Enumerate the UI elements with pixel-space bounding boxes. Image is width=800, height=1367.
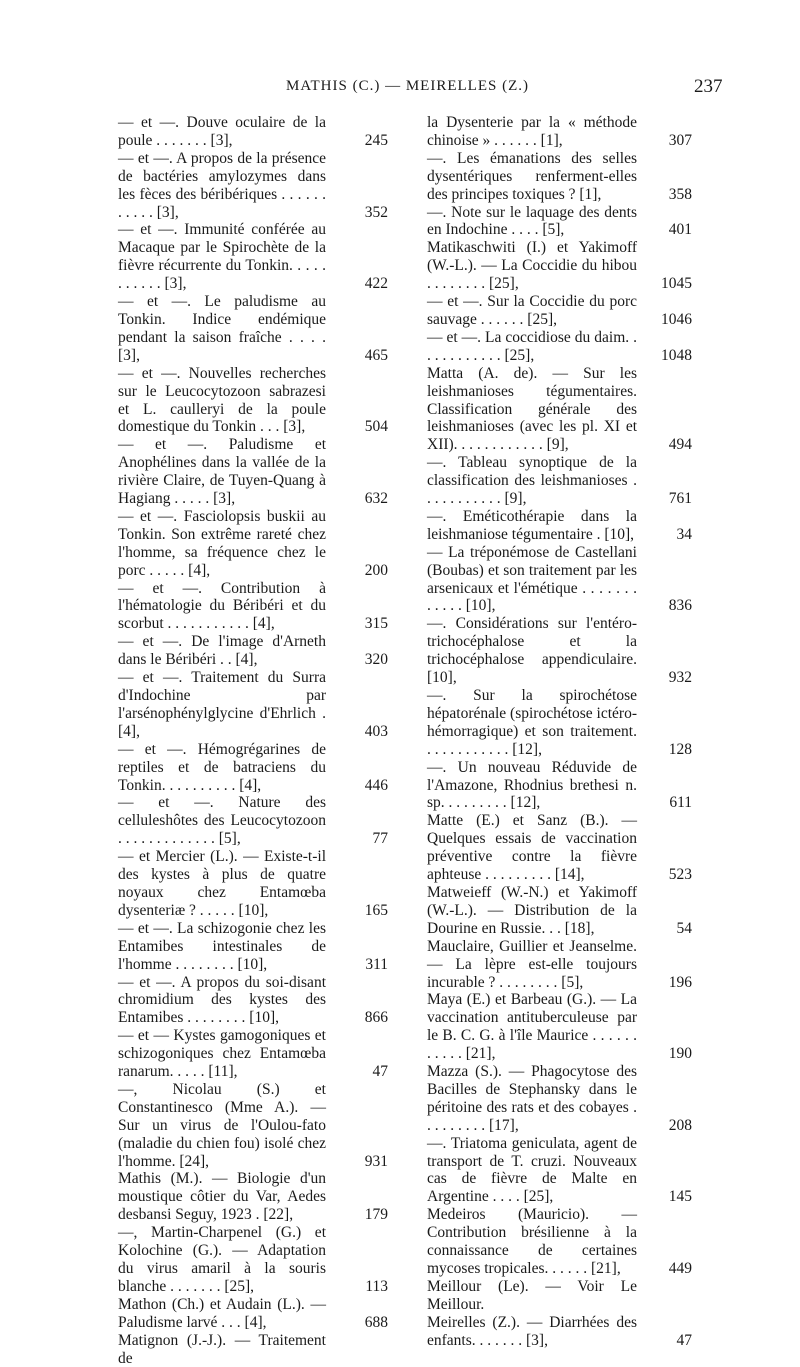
index-entry	[118, 114, 388, 150]
entry-page-number: 358	[668, 185, 692, 203]
index-entry	[118, 1296, 388, 1332]
entry-page-number: 449	[668, 1260, 692, 1277]
entry-text: —. Considérations sur l'entéro-trichocéphalose et la trichocéphalose appendiculaire. [10],	[427, 615, 637, 687]
entry-text: Matta (A. de). — Sur les leishmanioses tégumentaires. Classification générale des leishmanioses (avec les pl. XI et XII). . . . . . . . . . . . [9],	[427, 364, 637, 454]
entry-page-number: 523	[668, 866, 692, 884]
index-entry	[427, 1206, 692, 1278]
entry-page-number: 307	[668, 131, 692, 149]
entry-text: — La tréponémose de Castellani (Boubas) et son traitement par les arsenicaux et l'émétique . . . . . . . . . . . . [10],	[427, 543, 637, 615]
index-entry	[118, 436, 388, 508]
entry-text: —. Les émanations des selles dysentériques renferment-elles des principes toxiques ? [1],	[427, 149, 637, 203]
entry-text: Matikaschwiti (I.) et Yakimoff (W.-L.). — La Coccidie du hibou . . . . . . . . [25],	[427, 239, 637, 293]
index-entry	[118, 633, 388, 669]
index-entry	[118, 1027, 388, 1081]
index-entry	[118, 1081, 388, 1171]
index-entry	[427, 204, 692, 240]
entry-page-number: 836	[668, 597, 692, 615]
entry-page-number: 1045	[661, 275, 692, 293]
entry-text: —. Un nouveau Réduvide de l'Amazone, Rhodnius brethesi n. sp. . . . . . . . . [12],	[427, 758, 637, 812]
entry-text: Mathis (M.). — Biologie d'un moustique côtier du Var, Aedes desbansi Seguy, 1923 . [22],	[118, 1170, 326, 1224]
entry-page-number: 761	[668, 490, 692, 508]
entry-page-number: 165	[364, 901, 388, 919]
index-entry	[427, 884, 692, 938]
entry-text: Mazza (S.). — Phagocytose des Bacilles de Stephansky dans le péritoine des rats et des cobayes . . . . . . . . . [17],	[427, 1063, 637, 1134]
entry-page-number: 422	[364, 275, 388, 293]
entry-text: —. Eméticothérapie dans la leishmaniose tégumentaire . [10],	[427, 507, 637, 543]
index-entry	[427, 454, 692, 508]
running-header	[0, 78, 800, 102]
entry-page-number: 494	[668, 436, 692, 454]
entry-page-number: 190	[668, 1045, 692, 1063]
entry-page-number: 931	[364, 1152, 388, 1170]
entry-text: — et —. Traitement du Surra d'Indochine par l'arsénophénylglycine d'Ehrlich . [4],	[118, 669, 326, 740]
entry-text: — et —. De l'image d'Arneth dans le Béribéri . . [4],	[118, 633, 326, 669]
entry-text: — et —. La schizogonie chez les Entamibes intestinales de l'homme . . . . . . . . [10],	[118, 919, 326, 973]
entry-text: — et —. Fasciolopsis buskii au Tonkin. Son extrême rareté chez l'homme, sa fréquence chez le porc . . . . . [4],	[118, 507, 326, 579]
entry-page-number: 34	[676, 525, 692, 543]
entry-text: Meillour (Le). — Voir Le Meillour.	[427, 1277, 637, 1313]
left-column	[118, 114, 388, 1367]
index-entry	[118, 293, 388, 365]
entry-page-number: 632	[364, 490, 388, 508]
entry-page-number: 77	[372, 830, 388, 848]
entry-text: —, Nicolau (S.) et Constantinesco (Mme A.). — Sur un virus de l'Oulou-fato (maladie du chien fou) isolé chez l'homme. [24],	[118, 1080, 326, 1170]
entry-text: Maya (E.) et Barbeau (G.). — La vaccination antituberculeuse par le B. C. G. à l'île Maurice . . . . . . . . . . . [21],	[427, 991, 637, 1063]
entry-text: — et —. Hémogrégarines de reptiles et de batraciens du Tonkin. . . . . . . . . . [4],	[118, 740, 326, 794]
entry-text: Matte (E.) et Sanz (B.). — Quelques essais de vaccination préventive contre la fièvre aphteuse . . . . . . . . . [14],	[427, 812, 637, 884]
entry-page-number: 446	[364, 776, 388, 794]
index-entry	[427, 114, 692, 150]
entry-text: — et —. Nature des celluleshôtes des Leucocytozoon . . . . . . . . . . . . . [5],	[118, 794, 326, 848]
entry-text: — et —. A propos du soi-disant chromidium des kystes des Entamibes . . . . . . . . [10],	[118, 973, 326, 1027]
index-entry	[118, 365, 388, 437]
entry-page-number: 113	[365, 1277, 388, 1295]
index-entry	[427, 150, 692, 204]
entry-text: Meirelles (Z.). — Diarrhées des enfants. . . . . . . [3],	[427, 1313, 637, 1349]
entry-text: — et — Kystes gamogoniques et schizogoniques chez Entamœba ranarum. . . . . [11],	[118, 1027, 326, 1081]
index-entry	[427, 365, 692, 455]
entry-page-number: 352	[364, 203, 388, 221]
index-entry	[427, 991, 692, 1063]
entry-text: —. Tableau synoptique de la classification des leishmanioses . . . . . . . . . . . [9],	[427, 454, 637, 508]
entry-page-number: 315	[364, 615, 388, 633]
entry-text: —, Martin-Charpenel (G.) et Kolochine (G.). — Adaptation du virus amaril à la souris blanche . . . . . . . [25],	[118, 1224, 326, 1295]
entry-page-number: 54	[676, 919, 692, 937]
entry-text: Mathon (Ch.) et Audain (L.). — Paludisme larvé . . . [4],	[118, 1295, 326, 1331]
index-entry	[118, 150, 388, 222]
index-entry	[427, 1314, 692, 1350]
index-entry	[118, 1332, 388, 1367]
index-entry	[427, 508, 692, 544]
index-entry	[118, 920, 388, 974]
right-column	[427, 114, 692, 1350]
entry-text: — et —. La coccidiose du daim. . . . . . . . . . . . [25],	[427, 328, 637, 364]
entry-text: Mauclaire, Guillier et Jeanselme. — La lèpre est-elle toujours incurable ? . . . . . . . . [5],	[427, 937, 637, 991]
entry-page-number: 47	[372, 1063, 388, 1081]
running-title: MATHIS (C.) — MEIRELLES (Z.)	[286, 78, 529, 94]
entry-text: — et —. A propos de la présence de bactéries amylozymes dans les fèces des béribériques . . . . . . . . . . . [3],	[118, 149, 326, 221]
entry-page-number: 1046	[661, 310, 692, 328]
index-entry	[118, 1170, 388, 1224]
entry-page-number: 200	[364, 561, 388, 579]
entry-text: la Dysenterie par la « méthode chinoise » . . . . . . [1],	[427, 114, 637, 149]
entry-page-number: 245	[364, 131, 388, 149]
entry-page-number: 932	[668, 669, 692, 687]
index-entry	[118, 580, 388, 634]
index-entry	[118, 848, 388, 920]
index-entry	[118, 508, 388, 580]
index-entry	[427, 1135, 692, 1207]
index-entry	[427, 687, 692, 759]
entry-page-number: 688	[364, 1313, 388, 1331]
entry-page-number: 196	[668, 973, 692, 991]
index-entry	[427, 1278, 692, 1314]
index-entry	[118, 741, 388, 795]
index-entry	[427, 544, 692, 616]
entry-text: — et —. Paludisme et Anophélines dans la vallée de la rivière Claire, de Tuyen-Quang à Hagiang . . . . . [3],	[118, 436, 326, 508]
entry-page-number: 47	[676, 1331, 692, 1349]
entry-page-number: 320	[364, 651, 388, 669]
entry-page-number: 179	[364, 1206, 388, 1224]
entry-page-number: 611	[669, 794, 692, 812]
index-entry	[427, 938, 692, 992]
entry-text: —. Sur la spirochétose hépatorénale (spirochétose ictéro-hémorragique) et son traitement. . . . . . . . . . . . [12],	[427, 687, 638, 758]
entry-page-number: 128	[668, 740, 692, 758]
entry-text: — et —. Douve oculaire de la poule . . . . . . . [3],	[118, 114, 326, 149]
entry-page-number: 1048	[661, 346, 692, 364]
entry-text: — et —. Nouvelles recherches sur le Leucocytozoon sabrazesi et L. caulleryi de la poule domestique du Tonkin . . . [3],	[118, 364, 326, 436]
index-entry	[118, 221, 388, 293]
entry-page-number: 145	[668, 1188, 692, 1206]
entry-page-number: 866	[364, 1009, 388, 1027]
index-entry	[118, 794, 388, 848]
index-entry	[427, 329, 692, 365]
entry-text: Matignon (J.-J.). — Traitement de	[118, 1331, 326, 1367]
index-entry	[427, 239, 692, 293]
entry-page-number: 403	[364, 722, 388, 740]
index-entry	[427, 1063, 692, 1135]
index-entry	[427, 759, 692, 813]
entry-page-number: 401	[668, 221, 692, 239]
entry-text: —. Triatoma geniculata, agent de transport de T. cruzi. Nouveaux cas de fièvre de Malte en Argentine . . . . [25],	[427, 1134, 637, 1206]
index-entry	[118, 669, 388, 741]
index-entry	[118, 974, 388, 1028]
entry-text: — et —. Immunité conférée au Macaque par le Spirochète de la fièvre récurrente du Tonkin. . . . . . . . . . . [3],	[118, 221, 326, 293]
index-entry	[427, 615, 692, 687]
entry-page-number: 311	[365, 955, 388, 973]
entry-text: —. Note sur le laquage des dents en Indochine . . . . [5],	[427, 203, 637, 239]
index-entry	[427, 812, 692, 884]
entry-text: — et —. Sur la Coccidie du porc sauvage . . . . . . [25],	[427, 293, 637, 328]
entry-page-number: 208	[668, 1116, 692, 1134]
entry-page-number: 465	[364, 346, 388, 364]
index-entry	[427, 293, 692, 329]
entry-page-number: 504	[364, 418, 388, 436]
entry-text: Matweieff (W.-N.) et Yakimoff (W.-L.). — Distribution de la Dourine en Russie. . . [18],	[427, 883, 637, 937]
entry-text: Medeiros (Mauricio). — Contribution brésilienne à la connaissance de certaines mycoses tropicales. . . . . . [21],	[427, 1206, 637, 1277]
entry-text: — et Mercier (L.). — Existe-t-il des kystes à plus de quatre noyaux chez Entamœba dysenteriæ ? . . . . . [10],	[118, 848, 326, 919]
page-number: 237	[694, 76, 723, 97]
entry-text: — et —. Le paludisme au Tonkin. Indice endémique pendant la saison fraîche . . . . [3],	[118, 293, 326, 364]
index-entry	[118, 1224, 388, 1296]
entry-text: — et —. Contribution à l'hématologie du Béribéri et du scorbut . . . . . . . . . . . [4],	[118, 579, 326, 633]
